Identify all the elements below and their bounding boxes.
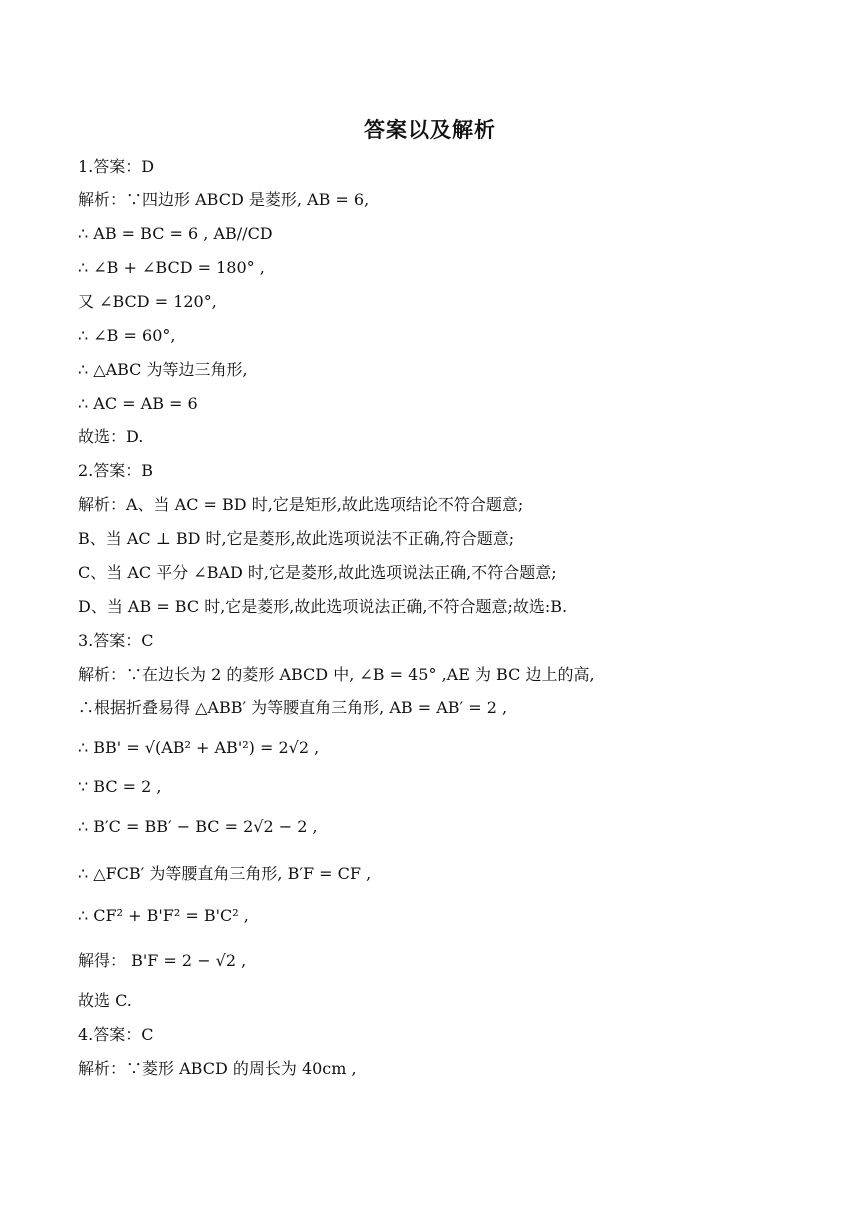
choice-line: 故选 C. xyxy=(78,991,132,1010)
explanation-line: ∵ BC = 2 , xyxy=(78,777,162,796)
explanation-line: ∴ △FCB′ 为等腰直角三角形, B′F = CF , xyxy=(78,864,372,883)
explanation-line: D、当 AB = BC 时,它是菱形,故此选项说法正确,不符合题意;故选:B. xyxy=(78,597,568,616)
answer-line: 4.答案：C xyxy=(78,1025,154,1044)
explanation-line: B、当 AC ⊥ BD 时,它是菱形,故此选项说法不正确,符合题意; xyxy=(78,529,515,548)
explanation-line: ∴ CF² + B'F² = B'C² , xyxy=(78,906,249,925)
explanation-line: ∴根据折叠易得 △ABB′ 为等腰直角三角形, AB = AB′ = 2 , xyxy=(78,698,508,717)
explanation-line: C、当 AC 平分 ∠BAD 时,它是菱形,故此选项说法正确,不符合题意; xyxy=(78,563,557,582)
document-title: 答案以及解析 xyxy=(364,118,496,142)
answer-line: 2.答案：B xyxy=(78,461,154,480)
explanation-line: ∴ BB' = √(AB² + AB'²) = 2√2 , xyxy=(78,738,320,757)
explanation-line: 解析：∵菱形 ABCD 的周长为 40cm , xyxy=(78,1059,357,1078)
answer-line: 3.答案：C xyxy=(78,631,154,650)
explanation-line: ∴ △ABC 为等边三角形, xyxy=(78,360,248,379)
explanation-line: ∴ B′C = BB′ − BC = 2√2 − 2 , xyxy=(78,817,318,836)
answer-line: 1.答案：D xyxy=(78,157,155,176)
choice-line: 故选：D. xyxy=(78,427,144,446)
explanation-line: ∴ AB = BC = 6 , AB//CD xyxy=(78,224,273,243)
explanation-line: ∴ ∠B + ∠BCD = 180° , xyxy=(78,258,265,277)
explanation-line: ∴ ∠B = 60°, xyxy=(78,326,176,345)
explanation-line: 解析：A、当 AC = BD 时,它是矩形,故此选项结论不符合题意; xyxy=(78,495,524,514)
explanation-line: 解析：∵四边形 ABCD 是菱形, AB = 6, xyxy=(78,190,370,209)
explanation-line: 解析：∵在边长为 2 的菱形 ABCD 中, ∠B = 45° ,AE 为 BC 边上的高, xyxy=(78,665,595,684)
explanation-line: 解得： B'F = 2 − √2 , xyxy=(78,951,247,970)
explanation-line: 又 ∠BCD = 120°, xyxy=(78,292,217,311)
explanation-line: ∴ AC = AB = 6 xyxy=(78,394,198,413)
